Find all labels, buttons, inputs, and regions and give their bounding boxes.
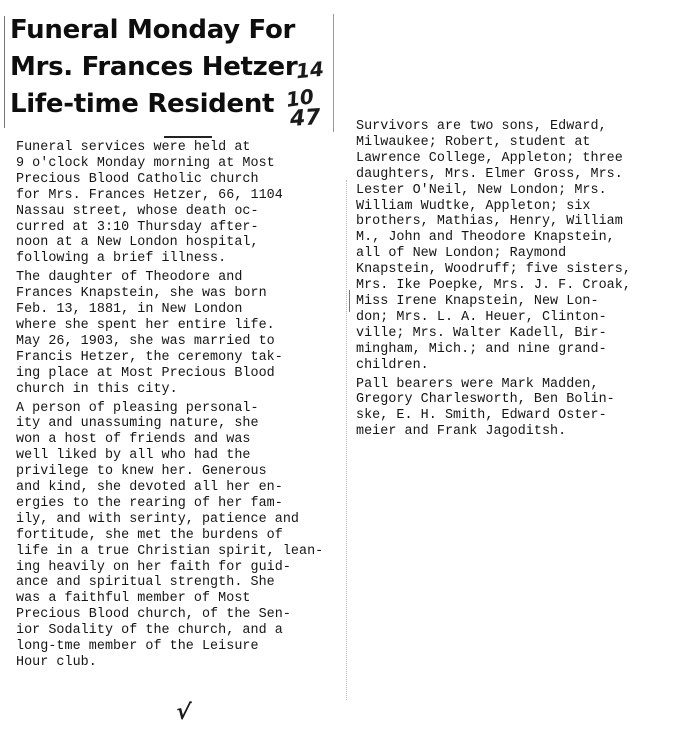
paragraph bbox=[16, 270, 331, 397]
text-line: M., John and Theodore Knapstein, bbox=[356, 230, 615, 246]
text-line: ske, E. H. Smith, Edward Oster- bbox=[356, 408, 607, 424]
text-line: Precious Blood church, of the Sen- bbox=[16, 607, 291, 623]
text-line: Precious Blood Catholic church bbox=[16, 171, 259, 187]
text-line: ergies to the rearing of her fam- bbox=[16, 495, 283, 511]
text-line: brothers, Mathias, Henry, William bbox=[356, 214, 623, 230]
text-line: fortitude, she met the burdens of bbox=[16, 527, 283, 543]
text-line: Knapstein, Woodruff; five sisters, bbox=[356, 262, 631, 278]
headline bbox=[10, 12, 330, 123]
text-line: 9 o'clock Monday morning at Most bbox=[16, 155, 275, 171]
paragraph bbox=[356, 377, 671, 441]
text-line: Milwaukee; Robert, student at bbox=[356, 134, 591, 150]
text-line: ior Sodality of the church, and a bbox=[16, 623, 283, 639]
handwritten-mark-10: 10 bbox=[284, 84, 316, 112]
text-line: ity and unassuming nature, she bbox=[16, 416, 259, 432]
text-line: Funeral services were held at bbox=[16, 140, 251, 155]
text-line: Miss Irene Knapstein, New Lon- bbox=[356, 293, 599, 309]
text-line: ing place at Most Precious Blood bbox=[16, 365, 275, 381]
paragraph bbox=[356, 119, 671, 374]
handwritten-check-mark: √ bbox=[174, 699, 192, 726]
headline-line-2: Mrs. Frances Hetzer bbox=[10, 52, 298, 82]
text-line: A person of pleasing personal- bbox=[16, 400, 259, 416]
text-line: well liked by all who had the bbox=[16, 448, 251, 464]
headline-left-rule bbox=[4, 16, 5, 128]
column-rule bbox=[333, 14, 334, 132]
text-line: William Wudtke, Appleton; six bbox=[356, 198, 591, 214]
paragraph bbox=[16, 401, 331, 671]
text-line: church in this city. bbox=[16, 381, 178, 397]
text-line: don; Mrs. L. A. Heuer, Clinton- bbox=[356, 309, 607, 325]
text-line: Mrs. Ike Poepke, Mrs. J. F. Croak, bbox=[356, 278, 631, 294]
text-line: curred at 3:10 Thursday after- bbox=[16, 219, 259, 235]
text-line: Hour club. bbox=[16, 655, 97, 670]
text-line: May 26, 1903, she was married to bbox=[16, 333, 275, 349]
handwritten-mark-14: 14 bbox=[294, 56, 326, 84]
text-line: ing heavily on her faith for guid- bbox=[16, 559, 291, 575]
text-line: following a brief illness. bbox=[16, 251, 227, 267]
text-line: was a faithful member of Most bbox=[16, 591, 251, 607]
text-line: for Mrs. Frances Hetzer, 66, 1104 bbox=[16, 187, 283, 203]
column-mark bbox=[349, 290, 350, 312]
headline-line-3: Life-time Resident bbox=[10, 89, 275, 119]
text-line: Lawrence College, Appleton; three bbox=[356, 150, 623, 166]
text-line: life in a true Christian spirit, lean- bbox=[16, 543, 324, 559]
text-line: Survivors are two sons, Edward, bbox=[356, 119, 607, 134]
text-line: Pall bearers were Mark Madden, bbox=[356, 376, 599, 392]
text-line: Nassau street, whose death oc- bbox=[16, 203, 259, 219]
text-line: ily, and with serinty, patience and bbox=[16, 511, 299, 527]
text-line: daughters, Mrs. Elmer Gross, Mrs. bbox=[356, 166, 623, 182]
text-line: meier and Frank Jagoditsh. bbox=[356, 424, 567, 440]
text-line: mingham, Mich.; and nine grand- bbox=[356, 341, 607, 357]
headline-line-1: Funeral Monday For bbox=[10, 15, 296, 45]
text-line: ance and spiritual strength. She bbox=[16, 575, 275, 591]
text-line: where she spent her entire life. bbox=[16, 317, 275, 333]
text-line: and kind, she devoted all her en- bbox=[16, 480, 283, 496]
text-line: long-tme member of the Leisure bbox=[16, 639, 259, 655]
right-column-text bbox=[356, 119, 671, 443]
text-line: Lester O'Neil, New London; Mrs. bbox=[356, 182, 607, 198]
text-line: noon at a New London hospital, bbox=[16, 235, 259, 251]
text-line: won a host of friends and was bbox=[16, 432, 251, 448]
text-line: Frances Knapstein, she was born bbox=[16, 286, 267, 302]
text-line: all of New London; Raymond bbox=[356, 246, 567, 262]
text-line: children. bbox=[356, 357, 429, 373]
text-line: Gregory Charlesworth, Ben Bolin- bbox=[356, 392, 615, 408]
text-line: The daughter of Theodore and bbox=[16, 270, 243, 286]
text-line: privilege to knew her. Generous bbox=[16, 464, 267, 480]
headline-divider bbox=[164, 136, 212, 138]
left-column-text bbox=[16, 140, 331, 674]
text-line: Francis Hetzer, the ceremony tak- bbox=[16, 349, 283, 365]
text-line: Feb. 13, 1881, in New London bbox=[16, 302, 243, 318]
handwritten-mark-47: 47 bbox=[289, 104, 322, 133]
paragraph bbox=[16, 140, 331, 267]
text-line: ville; Mrs. Walter Kadell, Bir- bbox=[356, 325, 607, 341]
column-divider bbox=[346, 180, 347, 700]
